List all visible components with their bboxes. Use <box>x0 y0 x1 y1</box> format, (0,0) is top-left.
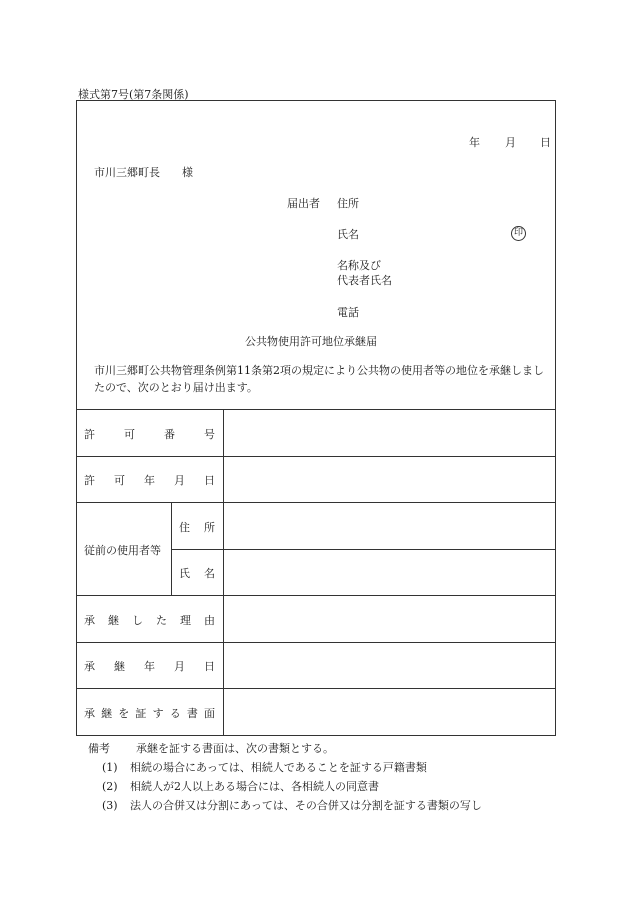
notes-item-number: (2) <box>102 780 118 793</box>
label-address <box>179 519 215 535</box>
label-char: 由 <box>204 614 215 627</box>
label-char: 名 <box>204 567 215 580</box>
label-char: 書 <box>186 707 198 720</box>
row-divider <box>76 642 556 643</box>
label-name <box>179 565 215 581</box>
label-char: 日 <box>204 660 215 673</box>
label-char: 住 <box>179 521 190 534</box>
label-proof-document <box>84 705 215 721</box>
notes-intro: 承継を証する書面は、次の書類とする。 <box>136 742 334 755</box>
label-char: 継 <box>101 707 113 720</box>
notes-item <box>102 797 482 813</box>
notes-item-number: (3) <box>102 799 118 812</box>
form-label: 様式第7号(第7条関係) <box>78 88 189 101</box>
label-char: 承 <box>84 707 95 720</box>
row-divider <box>76 595 556 596</box>
date-day: 日 <box>540 136 551 149</box>
notes-item-text: 法人の合併又は分割にあっては、その合併又は分割を証する書類の写し <box>130 799 482 812</box>
label-char: 月 <box>174 474 185 487</box>
notes-item <box>102 778 379 794</box>
label-char: 面 <box>203 707 215 720</box>
label-char: る <box>169 707 181 720</box>
label-char: 月 <box>174 660 185 673</box>
label-char: 承 <box>84 614 95 627</box>
applicant-address-label: 住所 <box>337 197 359 210</box>
rep-label-line2: 代表者氏名 <box>337 274 392 287</box>
notes-item-text: 相続の場合にあっては、相続人であることを証する戸籍書類 <box>130 761 427 774</box>
label-char: 継 <box>108 614 119 627</box>
column-divider <box>223 409 224 736</box>
label-char: し <box>132 614 143 627</box>
form-title: 公共物使用許可地位承継届 <box>245 335 377 348</box>
seal-mark: 印 <box>511 226 526 241</box>
notes-item <box>102 759 427 775</box>
rep-label-line1: 名称及び <box>337 259 381 272</box>
date-year: 年 <box>469 136 480 149</box>
applicant-role: 届出者 <box>287 197 320 210</box>
label-char: た <box>156 614 167 627</box>
notes-heading: 備考 <box>88 742 110 755</box>
label-char: 可 <box>124 428 135 441</box>
label-succession-date <box>84 658 215 674</box>
notes-item-text: 相続人が2人以上ある場合には、各相続人の同意書 <box>130 780 379 793</box>
label-char: 日 <box>204 474 215 487</box>
label-char: 許 <box>84 428 95 441</box>
subcolumn-divider <box>171 502 172 595</box>
label-char: 可 <box>114 474 125 487</box>
applicant-name-label: 氏名 <box>337 228 359 241</box>
row-divider <box>171 549 556 550</box>
table-top-border <box>76 409 556 410</box>
label-permit-number <box>84 426 215 442</box>
label-char: 年 <box>144 660 155 673</box>
label-permit-date <box>84 472 215 488</box>
label-char: 理 <box>180 614 191 627</box>
addressee: 市川三郷町長 様 <box>94 166 193 179</box>
label-char: 承 <box>84 660 95 673</box>
label-reason <box>84 612 215 628</box>
label-char: す <box>152 707 164 720</box>
notes-item-number: (1) <box>102 761 118 774</box>
label-char: 号 <box>204 428 215 441</box>
applicant-phone-label: 電話 <box>337 306 359 319</box>
label-char: 証 <box>135 707 147 720</box>
label-char: 年 <box>144 474 155 487</box>
label-char: を <box>118 707 130 720</box>
row-divider <box>76 688 556 689</box>
label-char: 所 <box>204 521 215 534</box>
label-previous-user: 従前の使用者等 <box>84 544 161 557</box>
label-char: 番 <box>164 428 175 441</box>
label-char: 氏 <box>179 567 190 580</box>
row-divider <box>76 456 556 457</box>
row-divider <box>76 502 556 503</box>
label-char: 継 <box>114 660 125 673</box>
declaration-text: 市川三郷町公共物管理条例第11条第2項の規定により公共物の使用者等の地位を承継しましたので、次のとおり届け出ます。 <box>94 364 544 394</box>
date-month: 月 <box>505 136 516 149</box>
label-char: 許 <box>84 474 95 487</box>
